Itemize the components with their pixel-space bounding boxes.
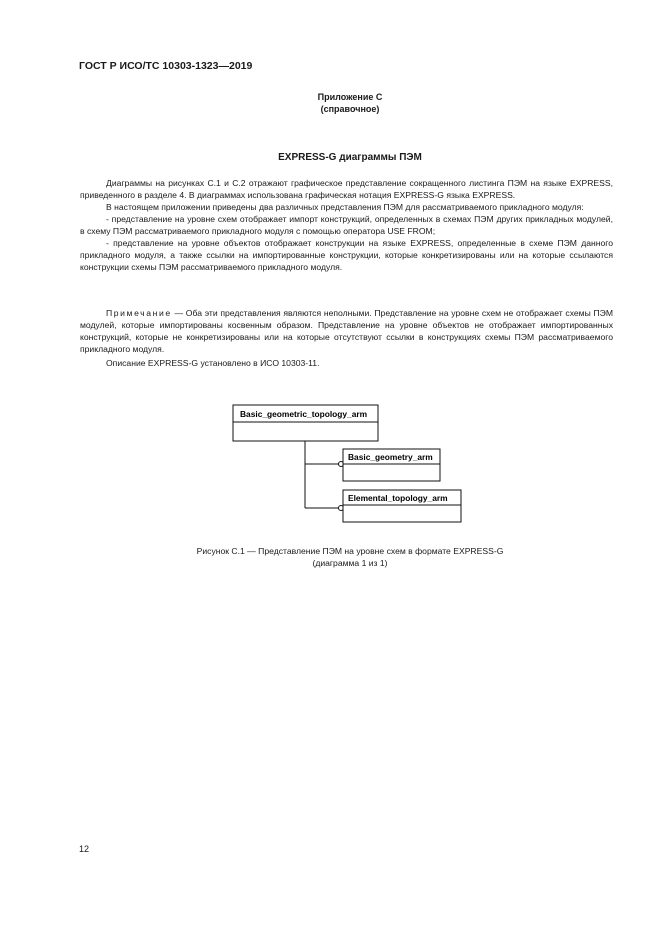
schema-connector: [305, 441, 344, 511]
entity-label: Basic_geometric_topology_arm: [240, 409, 368, 419]
caption-line: (диаграмма 1 из 1): [312, 558, 388, 568]
paragraph: Диаграммы на рисунках С.1 и С.2 отражают графическое представление сокращенного листинга ПЭМ на языке EXPRESS, приведенного в разделе 4. В диаграммах использована графическая нотация EXPRESS-G языка EXPRESS.: [80, 178, 613, 200]
page-header: ГОСТ Р ИСО/ТС 10303-1323—2019: [79, 60, 253, 72]
paragraph: - представление на уровне объектов отображает конструкции на языке EXPRESS, определенные в схеме ПЭМ данного прикладного модуля, а также ссылки на импортированные конструкции, которые конкретизированы или на которые ссылаются конструкции схемы ПЭМ рассматриваемого прикладного модуля.: [80, 238, 613, 272]
note-text: — Оба эти представления являются неполными. Представление на уровне схем не отображает схемы ПЭМ модулей, которые импортированы косвенным образом. Представление на уровне объектов не отображает импортированных конструкций, которые не конкретизированы или на которые отсутствуют ссылки в конструкциях схемы ПЭМ рассматриваемого прикладного модуля.: [80, 308, 613, 354]
entity-label: Elemental_topology_arm: [348, 493, 448, 503]
entity-basic-geometry-arm: [343, 449, 440, 481]
entity-label: Basic_geometry_arm: [348, 452, 433, 462]
section-title: EXPRESS-G диаграммы ПЭМ: [278, 152, 422, 163]
figure-caption: [0, 545, 661, 569]
note-label: Примечание: [106, 308, 172, 318]
annex-type: (справочное): [320, 104, 380, 114]
description-text: Описание EXPRESS-G установлено в ИСО 10303-11.: [106, 358, 320, 368]
entity-elemental-topology-arm: [343, 490, 461, 522]
paragraph: В настоящем приложении приведены два различных представления ПЭМ для рассматриваемого прикладного модуля:: [106, 202, 584, 212]
page-number: 12: [79, 844, 90, 854]
annex-label: Приложение С: [317, 92, 383, 102]
paragraph: - представление на уровне схем отображает импорт конструкций, определенных в схемах ПЭМ других прикладных модулей, в схему ПЭМ рассматриваемого прикладного модуля с помощью оператора USE FROM;: [80, 214, 613, 236]
entity-basic-geometric-topology-arm: [233, 405, 378, 441]
caption-line: Рисунок С.1 — Представление ПЭМ на уровне схем в формате EXPRESS-G: [196, 546, 504, 556]
